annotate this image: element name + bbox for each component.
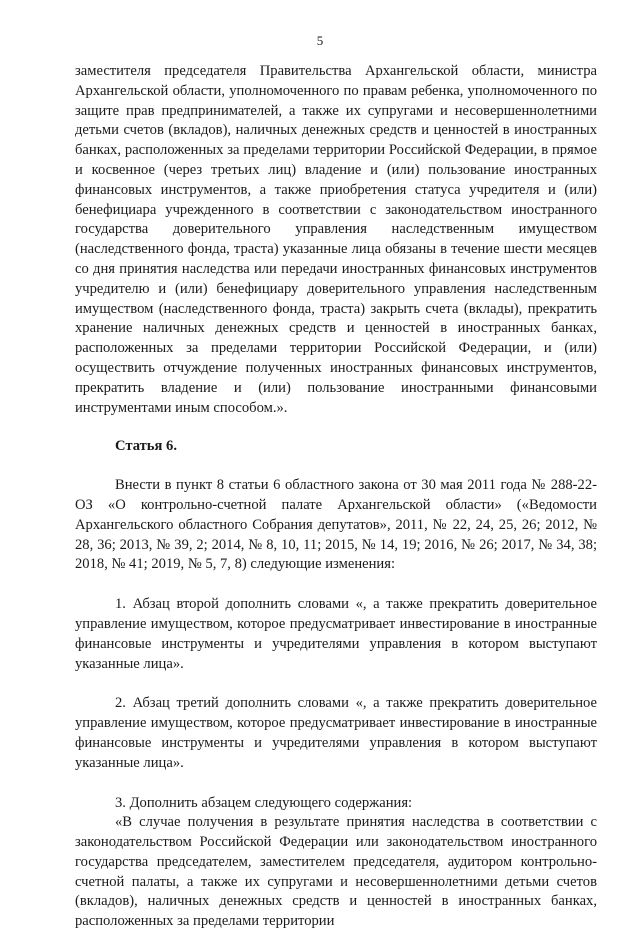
document-body — [75, 62, 597, 932]
item-1-paragraph: 1. Абзац второй дополнить словами «, а также прекратить доверительное управление имуществом, которое предусматривает инвестирование в иностранные финансовые инструменты и учредителями управления в котором выступают указанные лица». — [75, 596, 597, 672]
page-number: 5 — [316, 33, 324, 48]
item-2-paragraph: 2. Абзац третий дополнить словами «, а также прекратить доверительное управление имуществом, которое предусматривает инвестирование в иностранные финансовые инструменты и учредителями управления в котором выступают указанные лица». — [75, 695, 597, 771]
article-heading: Статья 6. — [115, 438, 177, 455]
continuation-paragraph: заместителя председателя Правительства Архангельской области, министра Архангельской области, уполномоченного по правам ребенка, уполномоченного по защите прав предпринимателей, а также их супругами и несовершеннолетними детьми счетов (вкладов), наличных денежных средств и ценностей в иностранных банках, расположенных за пределами территории Российской Федерации, в прямое и косвенное (через третьих лиц) владение и (или) пользование иностранных финансовых инструментов, а также приобретения статуса учредителя и (или) бенефициара учрежденного в соответствии с законодательством иностранного государства доверительного управления наследственным имуществом (наследственного фонда, траста) указанные лица обязаны в течение шести месяцев со дня принятия наследства или передачи иностранных финансовых инструментов учредителю и (или) бенефициару доверительного управления наследственным имуществом (наследственного фонда, траста) закрыть счета (вклады), прекратить хранение наличных денежных средств и ценностей в иностранных банках, расположенных за пределами территории Российской Федерации, и (или) осуществить отчуждение полученных иностранных финансовых инструментов, прекратить владение и (или) пользование иностранными финансовыми инструментами иным способом.». — [75, 63, 597, 416]
quoted-paragraph: «В случае получения в результате принятия наследства в соответствии с законодательством Российской Федерации или законодательством иностранного государства председателем, заместителем председателя, аудитором контрольно-счетной палаты, а также их супругами и несовершеннолетними детьми счетов (вкладов), наличных денежных средств и ценностей в иностранных банках, расположенных за пределами территории — [75, 814, 597, 930]
item-3-paragraph: 3. Дополнить абзацем следующего содержания: — [115, 794, 413, 811]
article-intro-paragraph: Внести в пункт 8 статьи 6 областного закона от 30 мая 2011 года № 288-22-ОЗ «О контрольно-счетной палате Архангельской области» («Ведомости Архангельского областного Собрания депутатов», 2011, № 22, 24, 25, 26; 2012, № 28, 36; 2013, № 39, 2; 2014, № 8, 10, 11; 2015, № 14, 19; 2016, № 26; 2017, № 34, 38; 2018, № 41; 2019, № 5, 7, 8) следующие изменения: — [75, 477, 597, 573]
